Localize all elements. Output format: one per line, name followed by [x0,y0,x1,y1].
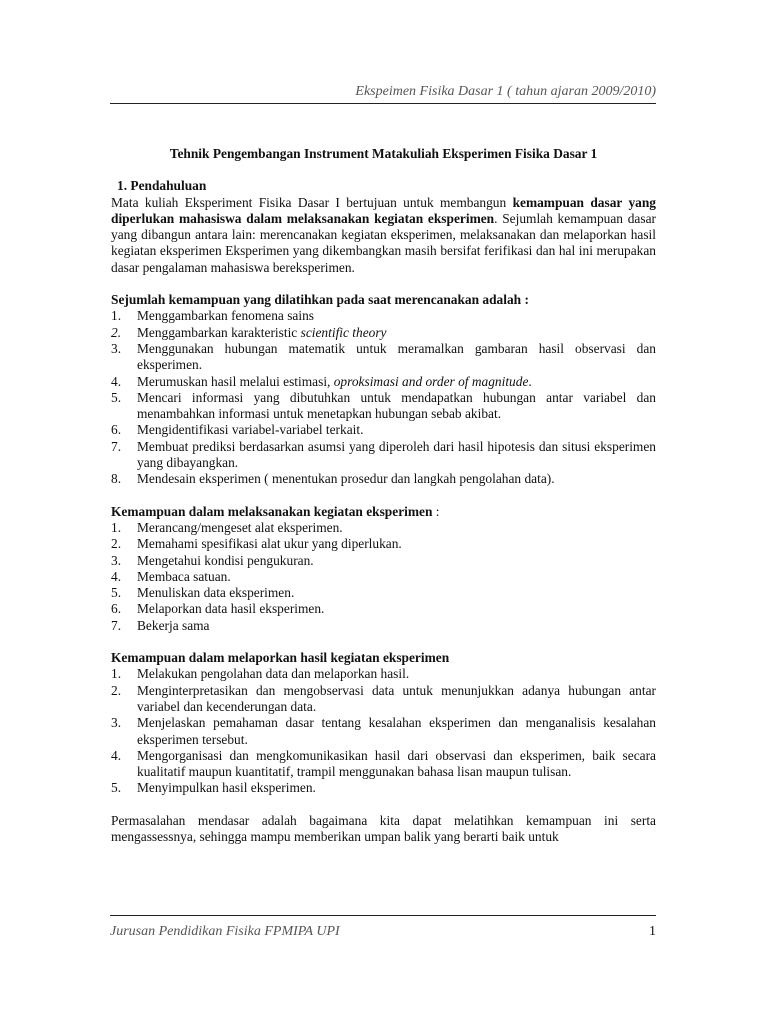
item-text: Melakukan pengolahan data dan melaporkan hasil. [137,666,410,682]
item-text: Menggunakan hubungan matematik untuk meramalkan gambaran hasil observasi dan eksperimen. [137,340,656,373]
list-item [111,569,656,585]
list-item [111,780,656,796]
item-number: 7. [111,617,122,633]
item-number: 2. [111,682,122,698]
footer-divider [110,915,656,916]
list-item [111,422,656,438]
list-item [111,618,656,634]
list-item [111,748,656,781]
item-text: Menuliskan data eksperimen. [137,585,295,601]
list-item [111,439,656,472]
intro-text-rest: . Sejumlah kemampuan dasar yang dibangun antara lain: merencanakan kegiatan eksperimen, melaksanakan dan melaporkan hasil kegiatan eksperimen Eksperimen yang dikembangkan masih bersifat ferifikasi dan hal ini merupakan dasar pengalaman mahasiswa bereksperimen. [111,210,656,275]
item-number: 2. [111,324,122,340]
page-number: 1 [649,924,656,939]
list-item [111,390,656,423]
item-text: Menjelaskan pemahaman dasar tentang kesalahan eksperimen dan menganalisis kesalahan eksperimen tersebut. [137,715,656,747]
item-number: 6. [111,601,122,617]
list-item [111,374,656,390]
list-item [111,325,656,341]
reporting-list [111,666,656,796]
item-text: Mendesain eksperimen ( menentukan prosedur dan langkah pengolahan data). [137,471,555,487]
list-item [111,471,656,487]
item-number: 3. [111,715,122,731]
item-number: 5. [111,585,122,601]
item-text: Membuat prediksi berdasarkan asumsi yang diperoleh dari hasil hipotesis dan situsi eksperimen yang dibayangkan. [137,438,656,471]
item-number: 1. [111,666,122,682]
list-item [111,683,656,716]
intro-text-bold: kemampuan dasar yang diperlukan mahasiswa dalam melaksanakan kegiatan eksperimen [111,194,656,226]
item-number: 3. [111,552,122,568]
item-text: Mengorganisasi dan mengkomunikasikan hasil dari observasi dan eksperimen, baik secara kualitatif maupun kuantitatif, trampil menggunakan bahasa lisan maupun tulisan. [137,747,656,780]
item-text-italic: scientific theory [300,324,387,340]
item-number: 4. [111,568,122,584]
document-title: Tehnik Pengembangan Instrument Matakuliah Eksperimen Fisika Dasar 1 [169,146,598,161]
list-item [111,715,656,748]
item-number: 3. [111,340,122,356]
item-text-after: . [528,373,532,389]
item-text [137,325,656,341]
item-number: 1. [111,519,122,535]
list-item [111,666,656,682]
list-item [111,536,656,552]
section-heading-introduction: 1. Pendahuluan [117,178,207,194]
item-text: Menginterpretasikan dan mengobservasi data untuk menunjukkan adanya hubungan antar variabel dan kecenderungan data. [137,682,656,714]
list-item [111,585,656,601]
item-text: Mencari informasi yang dibutuhkan untuk mendapatkan hubungan antar variabel dan menambahkan informasi untuk menetapkan hubungan sebab akibat. [137,389,656,422]
footer-department: Jurusan Pendidikan Fisika FPMIPA UPI [110,924,340,939]
reporting-heading: Kemampuan dalam melaporkan hasil kegiatan eksperimen [111,650,450,666]
item-text-plain: Merumuskan hasil melalui estimasi, [137,373,334,389]
item-number: 4. [111,747,122,763]
executing-heading-text: Kemampuan dalam melaksanakan kegiatan eksperimen [111,503,433,519]
item-number: 5. [111,389,122,405]
page-header: Ekspeimen Fisika Dasar 1 ( tahun ajaran 2009/2010) [355,84,656,99]
item-number: 8. [111,471,122,487]
executing-heading-suffix: : [432,503,440,519]
item-number: 5. [111,780,122,796]
item-text: Merancang/mengeset alat eksperimen. [137,519,343,535]
executing-list [111,520,656,634]
planning-list [111,308,656,487]
item-text: Membaca satuan. [137,568,231,584]
item-text: Memahami spesifikasi alat ukur yang diperlukan. [137,536,402,552]
item-text: Menyimpulkan hasil eksperimen. [137,780,316,796]
item-number: 6. [111,422,122,438]
intro-text-start: Mata kuliah Eksperiment Fisika Dasar I bertujuan untuk membangun [111,194,513,210]
item-number: 7. [111,438,122,454]
planning-heading: Sejumlah kemampuan yang dilatihkan pada saat merencanakan adalah : [111,292,529,308]
item-text: Mengetahui kondisi pengukuran. [137,552,314,568]
item-text: Bekerja sama [137,617,210,633]
list-item [111,341,656,374]
item-text-plain: Menggambarkan karakteristic [137,324,301,340]
list-item [111,308,656,324]
list-item [111,601,656,617]
intro-paragraph [111,195,656,276]
list-item [111,553,656,569]
closing-paragraph: Permasalahan mendasar adalah bagaimana kita dapat melatihkan kemampuan ini serta mengassessnya, sehingga mampu memberikan umpan balik yang berarti baik untuk [111,812,656,844]
document-body [111,146,656,845]
item-number: 1. [111,308,122,324]
item-number: 4. [111,373,122,389]
header-divider [110,103,656,104]
item-text-italic: oproksimasi and order of magnitude [333,373,529,389]
item-number: 2. [111,536,122,552]
item-text [137,374,656,390]
item-text: Melaporkan data hasil eksperimen. [137,601,325,617]
item-text: Mengidentifikasi variabel-variabel terkait. [137,422,364,438]
executing-heading [111,504,656,520]
list-item [111,520,656,536]
page-footer [110,924,656,940]
item-text: Menggambarkan fenomena sains [137,308,314,324]
